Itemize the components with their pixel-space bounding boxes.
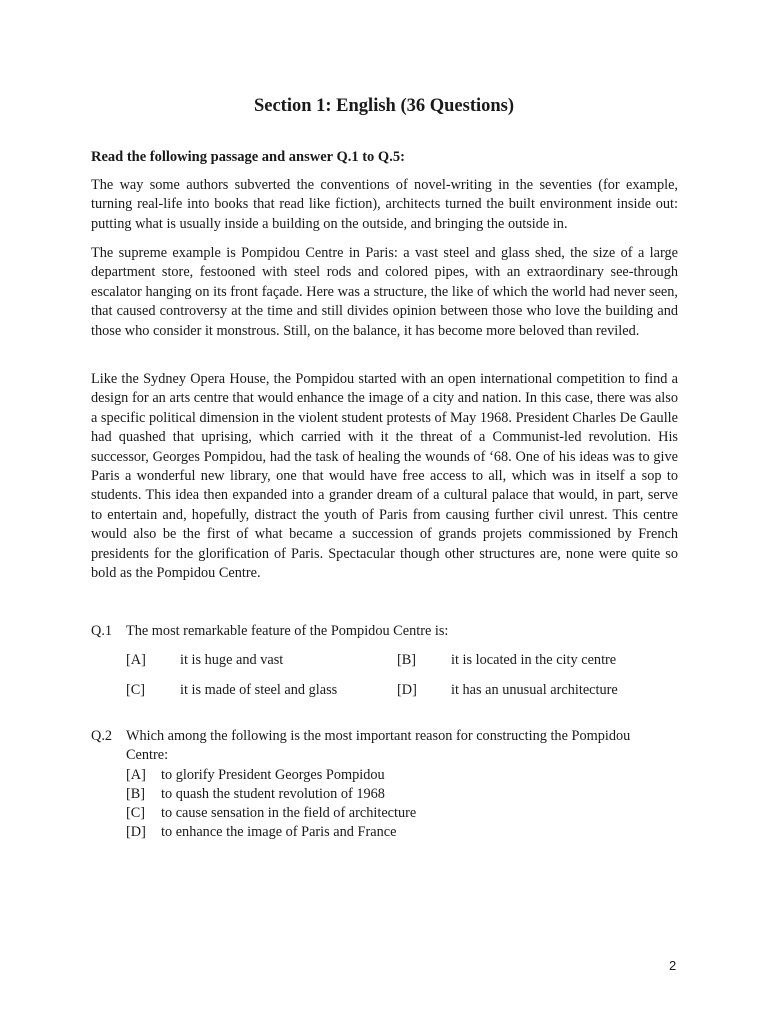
passage-paragraph-2: The supreme example is Pompidou Centre in Paris: a vast steel and glass shed, the size of a large department store, festooned with steel rods and colored pipes, with an extraordinary see-through escalator hanging on its front façade. Here was a structure, the like of which the world had never seen, that caused controversy at the time and still divides opinion between those who love the building and those who consider it monstrous. Still, on the balance, it has become more beloved than reviled. [91, 245, 678, 339]
question-text: The most remarkable feature of the Pompidou Centre is: [126, 623, 449, 639]
option-label: [C] [126, 805, 146, 821]
option-text: to quash the student revolution of 1968 [161, 786, 385, 802]
passage-instruction: Read the following passage and answer Q.1 to Q.5: [91, 149, 405, 165]
option-text: to cause sensation in the field of architecture [161, 805, 417, 821]
question-number: Q.2 [91, 728, 113, 744]
option-label: [D] [397, 682, 417, 698]
page-number: 2 [669, 958, 677, 973]
question-number: Q.1 [91, 623, 113, 639]
passage-paragraph-1: The way some authors subverted the conventions of novel-writing in the seventies (for example, turning real-life into books that read like fiction), architects turned the built environment inside out: putting what is usually inside a building on the outside, and bringing the outside in. [91, 177, 678, 232]
section-title: Section 1: English (36 Questions) [253, 96, 515, 116]
option-label: [B] [126, 786, 146, 802]
option-text: it is huge and vast [180, 652, 284, 668]
option-text: it is located in the city centre [451, 652, 617, 668]
option-label: [C] [126, 682, 146, 698]
option-label: [B] [397, 652, 417, 668]
option-text: it has an unusual architecture [451, 682, 618, 698]
option-text: to glorify President Georges Pompidou [161, 767, 385, 783]
option-text: to enhance the image of Paris and France [161, 824, 397, 840]
question-text: Which among the following is the most important reason for constructing the Pompidou Centre: [126, 728, 631, 764]
option-label: [A] [126, 767, 146, 783]
option-text: it is made of steel and glass [180, 682, 338, 698]
passage-paragraph-3: Like the Sydney Opera House, the Pompidou started with an open international competition to find a design for an arts centre that would enhance the image of a city and nation. In this case, there was also a specific political dimension in the violent student protests of May 1968. President Charles De Gaulle had quashed that uprising, which carried with it the threat of a Communist-led revolution. His successor, Georges Pompidou, had the task of healing the wounds of ‘68. One of his ideas was to give Paris a wonderful new library, one that would have free access to all, which was in itself a sop to students. This idea then expanded into a grander dream of a cultural palace that would, in part, serve to entertain and, hopefully, distract the youth of Paris from causing further civil unrest. This centre would also be the first of what became a succession of grands projets commissioned by French presidents for the glorification of Paris. Spectacular though other structures are, none were quite so bold as the Pompidou Centre. [91, 371, 678, 582]
option-label: [A] [126, 652, 146, 668]
option-label: [D] [126, 824, 146, 840]
